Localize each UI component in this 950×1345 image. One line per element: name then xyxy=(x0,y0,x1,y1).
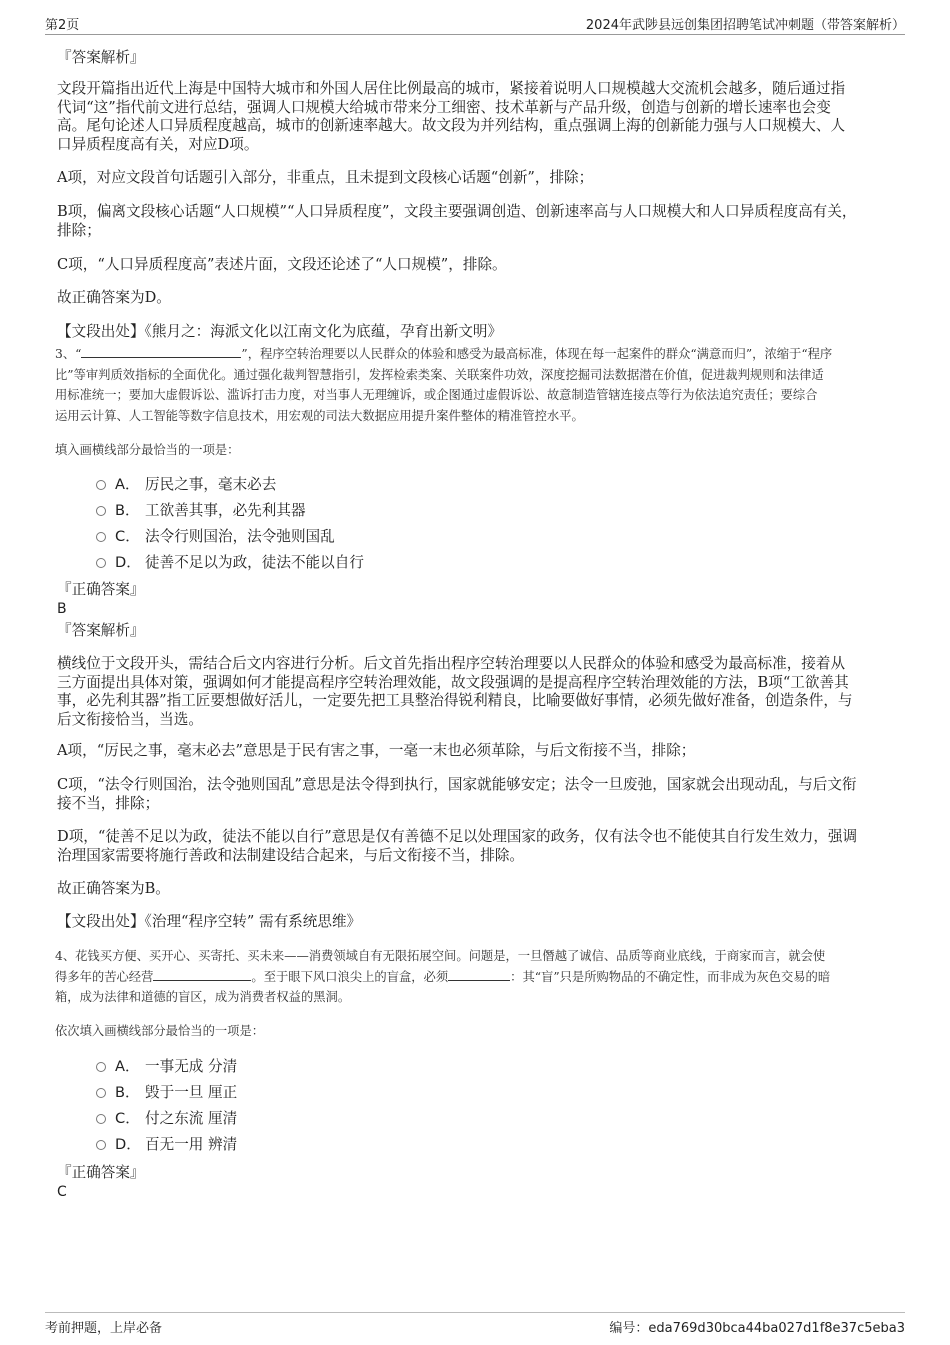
q4-answer: C xyxy=(57,1184,67,1200)
q4-option-b[interactable]: B． 毁于一旦 厘正 xyxy=(96,1084,237,1102)
q4-prompt: 依次填入画横线部分最恰当的一项是： xyxy=(55,1024,265,1038)
q3-option-c-analysis xyxy=(57,776,893,813)
text-line: 文段开篇指出近代上海是中国特大城市和外国人居住比例最高的城市，紧接着说明人口规模越大交流机会越多，随后通过指 xyxy=(57,80,846,97)
text-line: 横线位于文段开头，需结合后文内容进行分析。后文首先指出程序空转治理要以人民群众的体验和感受为最高标准，接着从 xyxy=(57,655,846,672)
q4-option-c[interactable]: C． 付之东流 厘清 xyxy=(96,1110,237,1128)
q3-prompt: 填入画横线部分最恰当的一项是： xyxy=(55,443,240,457)
q3-option-d[interactable]: D． 徒善不足以为政，徒法不能以自行 xyxy=(96,554,364,572)
page-footer xyxy=(45,1312,905,1335)
text-line: C项，“人口异质程度高”表述片面，文段还论述了“人口规模”，排除。 xyxy=(57,256,507,273)
text-line: 治理国家需要将施行善政和法制建设结合起来，与后文衔接不当，排除。 xyxy=(57,846,525,864)
text-line: 运用云计算、人工智能等数字信息技术，用宏观的司法大数据应用提升案件整体的精准管控水平。 xyxy=(55,408,584,423)
text-line: A项，对应文段首句话题引入部分，非重点，且未提到文段核心话题“创新”，排除； xyxy=(57,169,594,186)
q2-analysis xyxy=(57,80,893,154)
text-line: 事，必先利其器”指工匠要想做好活儿，一定要先把工具整治得锐利精良，比喻要做好事情，必须先做好准备，创造条件，与 xyxy=(57,692,853,709)
text-line: 箱，成为法律和道德的盲区，成为消费者权益的黑洞。 xyxy=(55,990,351,1004)
q2-option-c-analysis xyxy=(57,256,893,275)
text-line: 三方面提出具体对策，强调如何才能提高程序空转治理效能，故文段强调的是提高程序空转治理效能的方法，B项“工欲善其 xyxy=(57,673,849,691)
q2-source: 【文段出处】《熊月之：海派文化以江南文化为底蕴，孕育出新文明》 xyxy=(57,323,503,340)
text-line: 高。尾句论述人口异质程度越高，城市的创新速率越大。故文段为并列结构，重点强调上海的创新能力强与人口规模大、人 xyxy=(57,117,846,134)
q4-option-a[interactable]: A． 一事无成 分清 xyxy=(96,1058,237,1076)
text-line: 得多年的苦心经营 。至于眼下风口浪尖上的盲盒，必须 ：其“盲”只是所购物品的不确定性，而非成为灰色交易的暗 xyxy=(55,969,831,984)
q3-answer: B xyxy=(57,601,67,617)
q4-option-d[interactable]: D． 百无一用 辨清 xyxy=(96,1136,237,1154)
fill-blank xyxy=(448,968,510,981)
radio-icon[interactable] xyxy=(96,1140,106,1150)
text-line: 排除； xyxy=(57,221,101,239)
q3-conclusion: 故正确答案为B。 xyxy=(57,880,170,897)
document-code: 编号：eda769d30bca44ba027d1f8e37c5eba3 xyxy=(609,1321,905,1336)
q2-analysis-label: 『答案解析』 xyxy=(57,49,145,66)
page-number: 第2页 xyxy=(45,18,80,33)
q3-source: 【文段出处】《治理“程序空转” 需有系统思维》 xyxy=(57,913,362,930)
q3-analysis xyxy=(57,655,893,729)
q3-option-a-analysis: A项，“厉民之事，毫末必去”意思是于民有害之事，一毫一末也必须革除，与后文衔接不当，排除； xyxy=(57,742,696,759)
text-line: 口异质程度高有关，对应D项。 xyxy=(57,135,259,153)
text-line: D项，“徒善不足以为政，徒法不能以自行”意思是仅有善德不足以处理国家的政务，仅有法令也不能使其自行发生效力，强调 xyxy=(57,828,858,845)
q4-answer-label: 『正确答案』 xyxy=(57,1164,145,1181)
fill-blank xyxy=(81,345,241,358)
radio-icon[interactable] xyxy=(96,1088,106,1098)
text-line: C项，“法令行则国治，法令弛则国乱”意思是法令得到执行，国家就能够安定；法令一旦废弛，国家就会出现动乱，与后文衔 xyxy=(57,776,857,793)
radio-icon[interactable] xyxy=(96,1114,106,1124)
document-title: 2024年武陟县远创集团招聘笔试冲刺题（带答案解析） xyxy=(585,18,905,33)
fill-blank xyxy=(153,968,251,981)
text-line: 接不当，排除； xyxy=(57,794,160,812)
text-line: 4、花钱买方便、买开心、买寄托、买未来——消费领域自有无限拓展空间。问题是，一旦僭越了诚信、品质等商业底线，于商家而言，就会使 xyxy=(55,949,826,963)
text-line: 比”等审判质效指标的全面优化。通过强化裁判智慧指引，发挥检索类案、关联案件功效，深度挖掘司法数据潜在价值，促进裁判规则和法律适 xyxy=(55,367,824,382)
text-line: 3、“ ”，程序空转治理要以人民群众的体验和感受为最高标准，体现在每一起案件的群众“满意而归”，浓缩于“程序 xyxy=(55,347,833,361)
text-line: B项，偏离文段核心话题“人口规模”“人口异质程度”，文段主要强调创造、创新速率高与人口规模大和人口异质程度高有关， xyxy=(57,203,857,220)
q3-option-c[interactable]: C． 法令行则国治，法令弛则国乱 xyxy=(96,528,335,546)
q4-stem xyxy=(55,946,891,1008)
q3-stem xyxy=(55,344,891,426)
q2-option-a-analysis xyxy=(57,169,893,188)
radio-icon[interactable] xyxy=(96,480,106,490)
q2-conclusion: 故正确答案为D。 xyxy=(57,289,171,306)
footer-slogan: 考前押题，上岸必备 xyxy=(45,1321,163,1336)
radio-icon[interactable] xyxy=(96,506,106,516)
q3-option-d-analysis xyxy=(57,828,893,865)
text-line: 用标准统一；要加大虚假诉讼、滥诉打击力度，对当事人无理缠诉，或企图通过虚假诉讼、故意制造管辖连接点等行为依法追究责任；要综合 xyxy=(55,388,818,402)
radio-icon[interactable] xyxy=(96,558,106,568)
radio-icon[interactable] xyxy=(96,1062,106,1072)
q3-answer-label: 『正确答案』 xyxy=(57,581,145,598)
q3-option-a[interactable]: A． 厉民之事，毫末必去 xyxy=(96,476,276,494)
text-line: 代词“这”指代前文进行总结，强调人口规模大给城市带来分工细密、技术革新与产品升级，创造与创新的增长速率也会变 xyxy=(57,98,831,116)
q3-analysis-label: 『答案解析』 xyxy=(57,622,145,639)
radio-icon[interactable] xyxy=(96,532,106,542)
q3-option-b[interactable]: B． 工欲善其事，必先利其器 xyxy=(96,502,306,520)
page-header xyxy=(45,14,905,35)
text-line: 后文衔接恰当，当选。 xyxy=(57,710,203,728)
q2-option-b-analysis xyxy=(57,203,893,240)
